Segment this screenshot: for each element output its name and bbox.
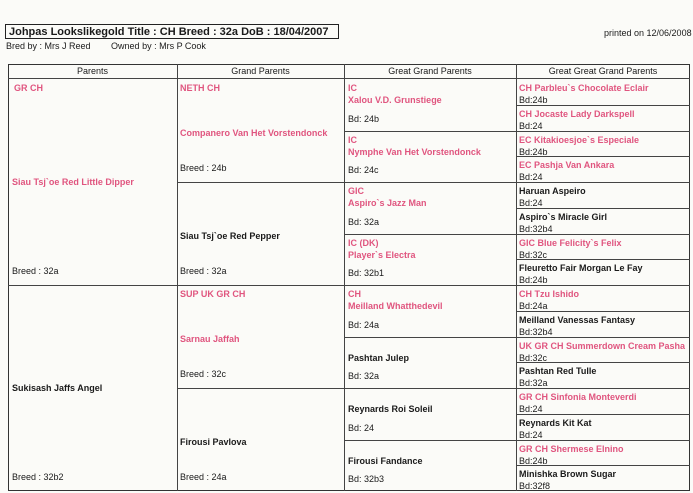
row-divider [516, 131, 690, 132]
great-great-grandparent-name: Meilland Vanessas Fantasy [519, 314, 636, 325]
great-great-grandparent-name: GR CH Sinfonia Monteverdi [519, 392, 637, 402]
bred-by: Bred by : Mrs J Reed [6, 41, 91, 51]
row-divider [516, 337, 690, 338]
column-header-parents: Parents [76, 66, 109, 76]
great-great-grandparent-name: CH Parbleu`s Chocolate Eclair [519, 83, 649, 93]
grandparent-title: SUP UK GR CH [180, 289, 246, 299]
grandparent-breed: Breed : 32a [180, 266, 227, 276]
parent-name: Siau Tsj`oe Red Little Dipper [12, 177, 134, 187]
great-great-grandparent-breed: Bd:32b4 [519, 223, 553, 234]
great-grandparent-breed: Bd: 32b3 [348, 474, 385, 484]
grandparent-title: NETH CH [180, 83, 220, 93]
great-grandparent-name: Reynards Roi Soleil [348, 404, 433, 414]
great-great-grandparent-name: EC Kitakioesjoe`s Especiale [519, 134, 640, 145]
great-grandparent-breed: Bd: 32b1 [348, 268, 385, 278]
great-grandparent-title: IC [348, 134, 357, 145]
great-grandparent-breed: Bd: 24 [348, 422, 375, 433]
row-divider [344, 337, 516, 338]
grandparent-name: Siau Tsj`oe Red Pepper [180, 230, 280, 241]
row-divider [516, 311, 690, 312]
great-great-grandparent-name: Minishka Brown Sugar [519, 469, 617, 480]
great-great-grandparent-name: GR CH Shermese Elnino [519, 443, 624, 454]
great-great-grandparent-name: Reynards Kit Kat [519, 417, 592, 428]
grandparent-name: Sarnau Jaffah [180, 333, 240, 344]
parent-name: Sukisash Jaffs Angel [12, 383, 103, 393]
great-grandparent-name: Meilland Whatthedevil [348, 301, 443, 311]
column-divider [344, 64, 345, 491]
great-great-grandparent-name: GIC Blue Felicity`s Felix [519, 237, 622, 248]
column-header-great-grand-parents: Great Grand Parents [388, 66, 472, 76]
row-divider [516, 208, 690, 209]
row-divider [344, 285, 516, 286]
row-divider [8, 285, 177, 286]
great-grandparent-title: IC (DK) [348, 237, 379, 248]
grandparent-breed: Breed : 32c [180, 369, 227, 379]
great-grandparent-name: Aspiro`s Jazz Man [348, 198, 427, 208]
row-divider [516, 234, 690, 235]
parent-breed: Breed : 32b2 [12, 472, 64, 482]
row-divider [344, 182, 516, 183]
row-divider [177, 285, 344, 286]
row-divider [344, 234, 516, 235]
great-great-grandparent-breed: Bd:24 [519, 429, 543, 440]
grandparent-breed: Breed : 24b [180, 163, 227, 173]
great-grandparent-breed: Bd: 24b [348, 113, 380, 124]
great-great-grandparent-breed: Bd:24 [519, 404, 543, 414]
great-great-grandparent-name: Fleuretto Fair Morgan Le Fay [519, 263, 643, 274]
owned-by: Owned by : Mrs P Cook [111, 41, 206, 51]
column-divider [516, 64, 517, 491]
row-divider [516, 414, 690, 415]
column-header-grand-parents: Grand Parents [231, 66, 290, 76]
great-great-grandparent-breed: Bd:32b4 [519, 326, 553, 337]
great-great-grandparent-breed: Bd:32f8 [519, 481, 551, 492]
great-great-grandparent-breed: Bd:24 [519, 120, 543, 131]
great-great-grandparent-breed: Bd:24b [519, 146, 548, 157]
row-divider [177, 388, 344, 389]
great-great-grandparent-name: UK GR CH Summerdown Cream Pasha [519, 340, 686, 351]
row-divider [177, 182, 344, 183]
great-great-grandparent-name: Haruan Aspeiro [519, 186, 586, 196]
great-grandparent-name: Player`s Electra [348, 249, 416, 260]
row-divider [8, 78, 690, 79]
great-great-grandparent-name: CH Jocaste Lady Darkspell [519, 108, 635, 119]
great-great-grandparent-name: Aspiro`s Miracle Girl [519, 211, 608, 222]
great-great-grandparent-breed: Bd:24b [519, 275, 548, 286]
great-great-grandparent-breed: Bd:32c [519, 249, 548, 260]
great-great-grandparent-breed: Bd:24 [519, 198, 543, 208]
grandparent-name: Firousi Pavlova [180, 436, 247, 447]
row-divider [516, 440, 690, 441]
grandparent-breed: Breed : 24a [180, 472, 227, 482]
great-great-grandparent-breed: Bd:24a [519, 301, 548, 311]
row-divider [344, 131, 516, 132]
great-great-grandparent-breed: Bd:24b [519, 95, 548, 105]
row-divider [344, 440, 516, 441]
printed-date: printed on 12/06/2008 [604, 28, 692, 38]
great-grandparent-title: CH [348, 289, 361, 299]
pedigree-title: Johpas Lookslikegold Title : CH Breed : 32a DoB : 18/04/2007 [5, 24, 339, 39]
great-grandparent-name: Pashtan Julep [348, 352, 410, 363]
row-divider [344, 388, 516, 389]
column-divider [177, 64, 178, 491]
parent-title: GR CH [14, 83, 43, 93]
great-grandparent-breed: Bd: 24a [348, 319, 380, 330]
great-grandparent-breed: Bd: 32a [348, 371, 380, 381]
great-grandparent-title: IC [348, 83, 357, 93]
great-great-grandparent-name: CH Tzu Ishido [519, 289, 579, 299]
parent-breed: Breed : 32a [12, 266, 59, 276]
great-great-grandparent-name: Pashtan Red Tulle [519, 366, 597, 377]
great-grandparent-name: Nymphe Van Het Vorstendonck [348, 146, 481, 157]
grandparent-name: Companero Van Het Vorstendonck [180, 127, 328, 138]
great-great-grandparent-breed: Bd:24b [519, 455, 548, 466]
breeder-owner-line [6, 41, 224, 51]
great-great-grandparent-breed: Bd:24 [519, 172, 543, 183]
great-grandparent-breed: Bd: 24c [348, 165, 379, 175]
great-grandparent-name: Xalou V.D. Grunstiege [348, 95, 442, 105]
column-header-great-great-grand-parents: Great Great Grand Parents [548, 66, 658, 76]
great-great-grandparent-name: EC Pashja Van Ankara [519, 160, 615, 171]
great-great-grandparent-breed: Bd:32a [519, 378, 548, 389]
row-divider [516, 105, 690, 106]
great-grandparent-title: GIC [348, 186, 365, 196]
great-great-grandparent-breed: Bd:32c [519, 352, 548, 363]
great-grandparent-breed: Bd: 32a [348, 216, 380, 227]
great-grandparent-name: Firousi Fandance [348, 455, 423, 466]
